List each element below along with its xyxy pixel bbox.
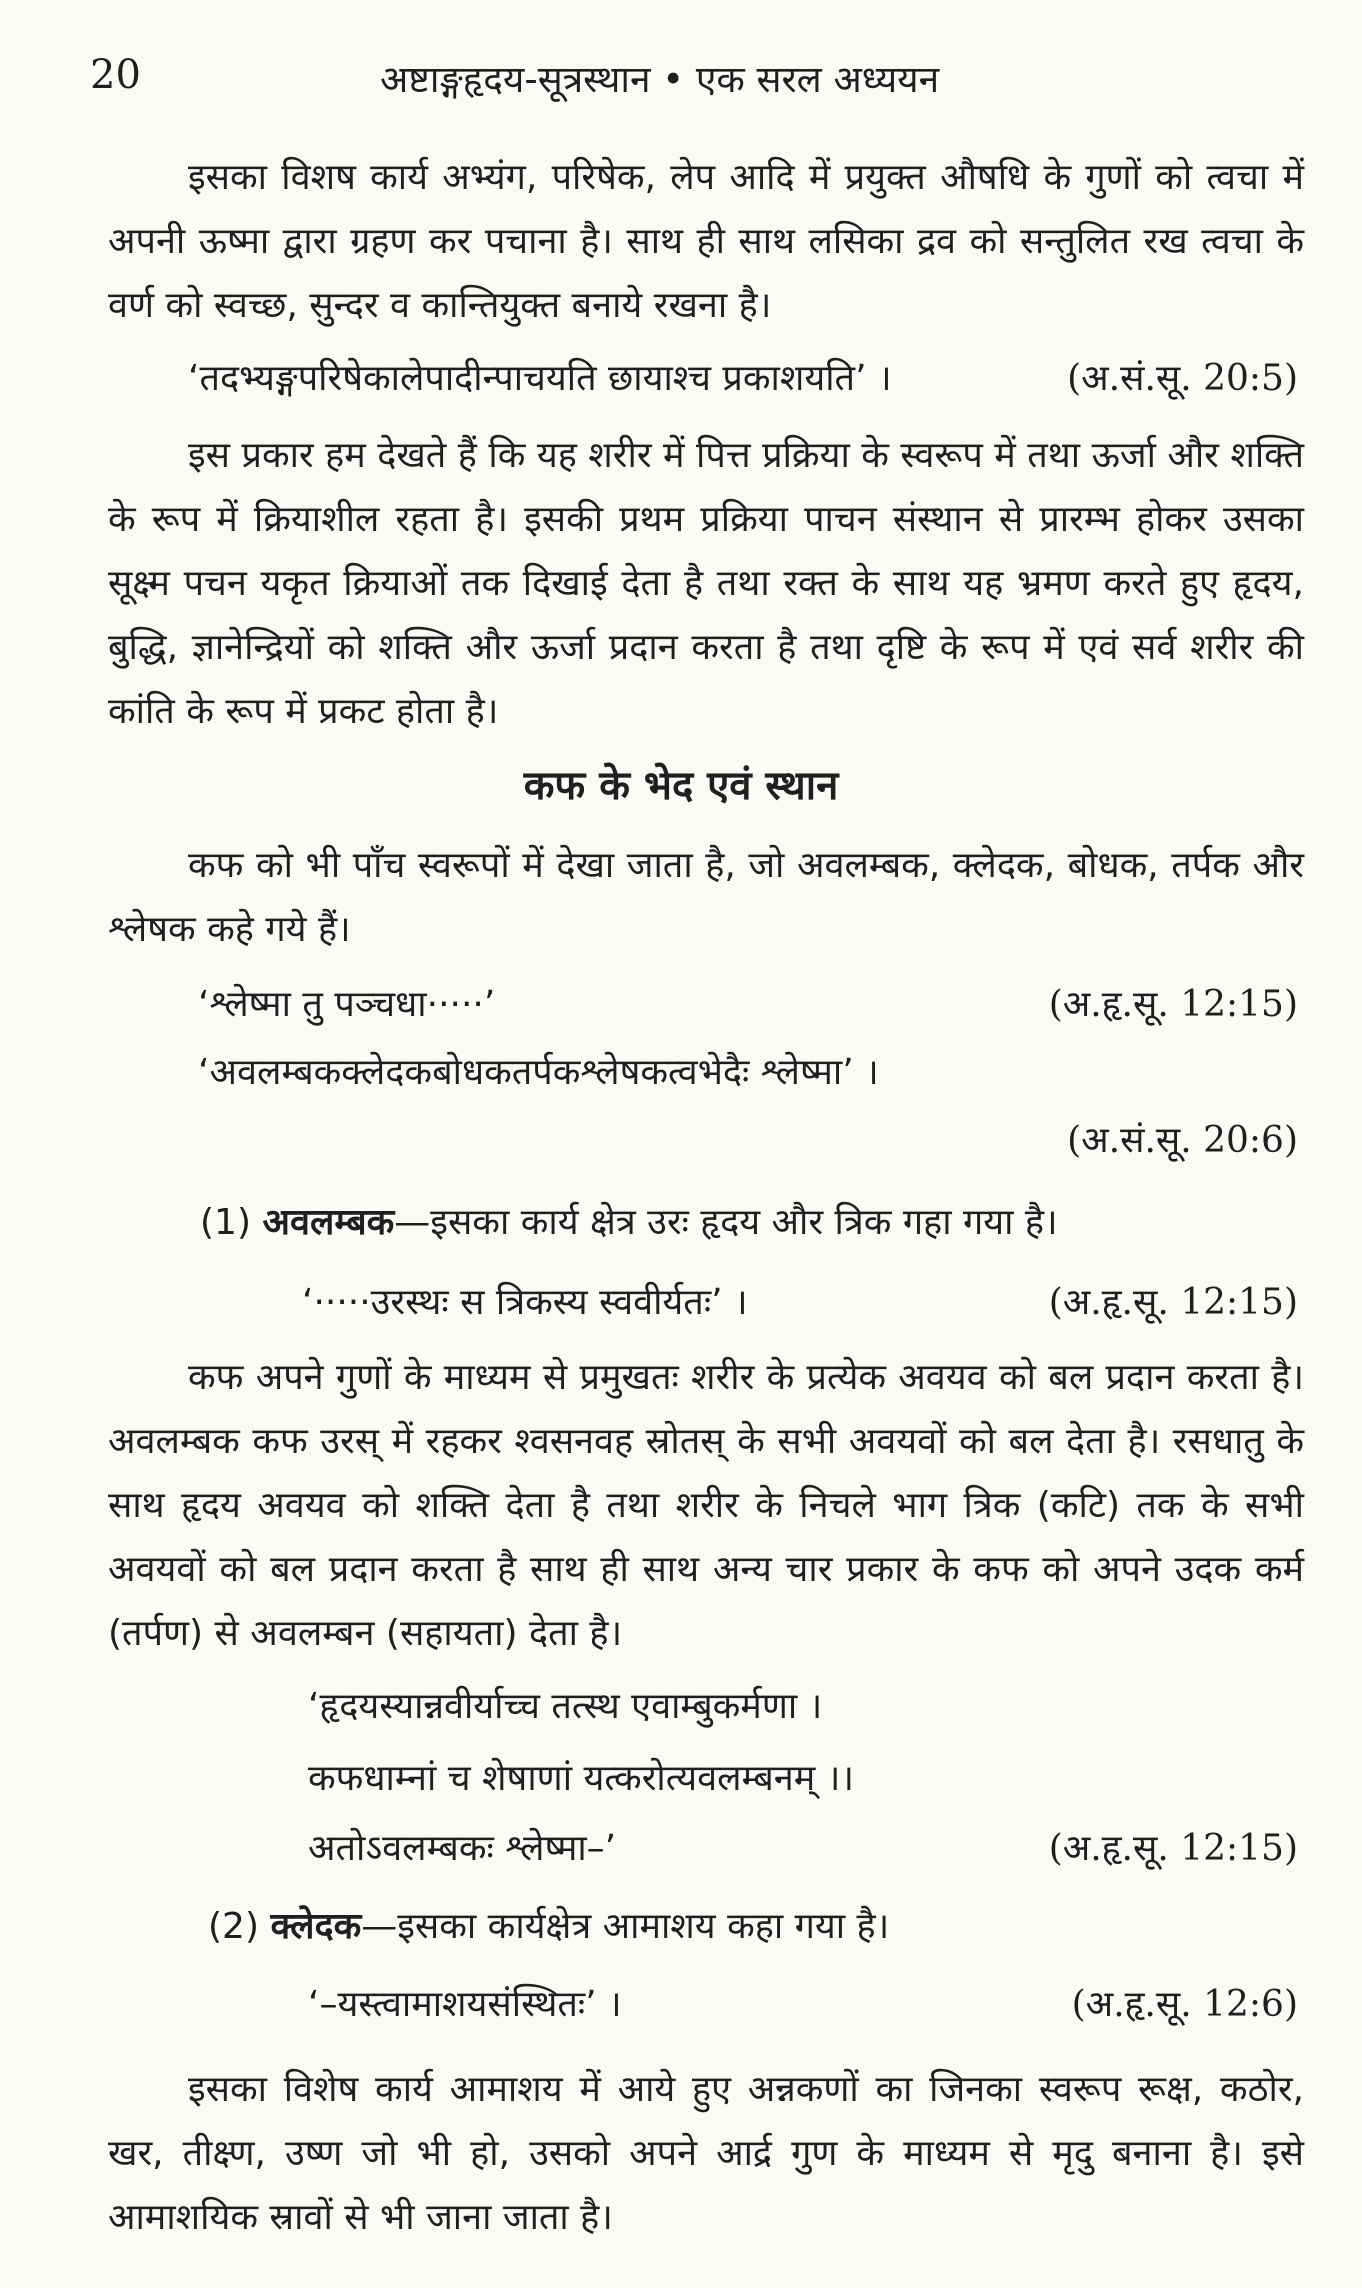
quote-3-reference: (अ.सं.सू. 20:6) — [1067, 1120, 1298, 1161]
item-1-label: अवलम्बक — [262, 1202, 395, 1243]
paragraph-4: कफ अपने गुणों के माध्यम से प्रमुखतः शरीर के प्रत्येक अवयव को बल प्रदान करता है। अवलम्बक कफ उरस् में रहकर श्वसनवह स्रोतस् के सभी अवयवों को बल देता है। रसधातु के साथ हृदय अवयव को शक्ति देता है तथा शरीर के निचले भाग त्रिक (कटि) तक के सभी अवयवों को बल प्रदान करता है साथ ही साथ अन्य चार प्रकार के कफ को अपने उदक कर्म (तर्पण) से अवलम्बन (सहायता) देता है। — [108, 1357, 1304, 1654]
paragraph-2: इस प्रकार हम देखते हैं कि यह शरीर में पित्त प्रक्रिया के स्वरूप में तथा ऊर्जा और शक्ति के रूप में क्रियाशील रहता है। इसकी प्रथम प्रक्रिया पाचन संस्थान से प्रारम्भ होकर उसका सूक्ष्म पचन यकृत क्रियाओं तक दिखाई देता है तथा रक्त के साथ यह भ्रमण करते हुए हृदय, बुद्धि, ज्ञानेन्द्रियों को शक्ति और ऊर्जा प्रदान करता है तथा दृष्टि के रूप में एवं सर्व शरीर की कांति के रूप में प्रकट होता है। — [108, 435, 1304, 732]
sanskrit-quote-4: ‘·····उरस्थः स त्रिकस्य स्ववीर्यतः’ । — [302, 1282, 748, 1323]
running-title: अष्टाङ्गहृदय-सूत्रस्थान • एक सरल अध्ययन — [380, 58, 940, 101]
running-header — [0, 52, 1362, 112]
quote-2-reference: (अ.हृ.सू. 12:15) — [1048, 984, 1298, 1025]
verse-reference: (अ.हृ.सू. 12:15) — [1048, 1828, 1298, 1869]
verse-line-1: ‘हृदयस्यान्नवीर्याच्च तत्स्थ एवाम्बुकर्मणा । — [308, 1686, 823, 1727]
item-2-number: (2) — [208, 1906, 259, 1947]
item-1-avalambak — [200, 1196, 1058, 1245]
verse-line-3: अतोऽवलम्बकः श्लेष्मा–’ — [308, 1828, 617, 1869]
paragraph-5: इसका विशेष कार्य आमाशय में आये हुए अन्नकणों का जिनका स्वरूप रूक्ष, कठोर, खर, तीक्ष्ण, उष्ण जो भी हो, उसको अपने आर्द्र गुण के माध्यम से मृदु बनाना है। इसे आमाशयिक स्रावों से भी जाना जाता है। — [108, 2069, 1304, 2238]
verse-line-2: कफधाम्नां च शेषाणां यत्करोत्यवलम्बनम् ।। — [308, 1758, 854, 1799]
item-1-number: (1) — [200, 1202, 251, 1243]
item-2-text: —इसका कार्यक्षेत्र आमाशय कहा गया है। — [361, 1906, 890, 1947]
page-number: 20 — [90, 52, 141, 98]
section-heading: कफ के भेद एवं स्थान — [523, 763, 839, 809]
sanskrit-quote-3: ‘अवलम्बकक्लेदकबोधकतर्पकश्लेषकत्वभेदैः श्लेष्मा’ । — [198, 1052, 879, 1093]
quote-4-reference: (अ.हृ.सू. 12:15) — [1048, 1282, 1298, 1323]
item-2-label: क्लेदक — [270, 1906, 362, 1947]
quote-5-reference: (अ.हृ.सू. 12:6) — [1071, 1984, 1298, 2025]
quote-1-reference: (अ.सं.सू. 20:5) — [1067, 358, 1298, 399]
item-1-text: —इसका कार्य क्षेत्र उरः हृदय और त्रिक गहा गया है। — [394, 1202, 1058, 1243]
sanskrit-quote-1: ‘तदभ्यङ्गपरिषेकालेपादीन्पाचयति छायाश्च प्रकाशयति’ । — [188, 358, 892, 399]
sanskrit-quote-2: ‘श्लेष्मा तु पञ्चधा·····’ — [198, 984, 496, 1025]
paragraph-3: कफ को भी पाँच स्वरूपों में देखा जाता है, जो अवलम्बक, क्लेदक, बोधक, तर्पक और श्लेषक कहे गये हैं। — [108, 845, 1304, 950]
paragraph-1: इसका विशष कार्य अभ्यंग, परिषेक, लेप आदि में प्रयुक्त औषधि के गुणों को त्वचा में अपनी ऊष्मा द्वारा ग्रहण कर पचाना है। साथ ही साथ लसिका द्रव को सन्तुलित रख त्वचा के वर्ण को स्वच्छ, सुन्दर व कान्तियुक्त बनाये रखना है। — [108, 157, 1304, 326]
sanskrit-quote-5: ‘–यस्त्वामाशयसंस्थितः’ । — [308, 1984, 622, 2025]
item-2-kledak — [208, 1900, 889, 1949]
